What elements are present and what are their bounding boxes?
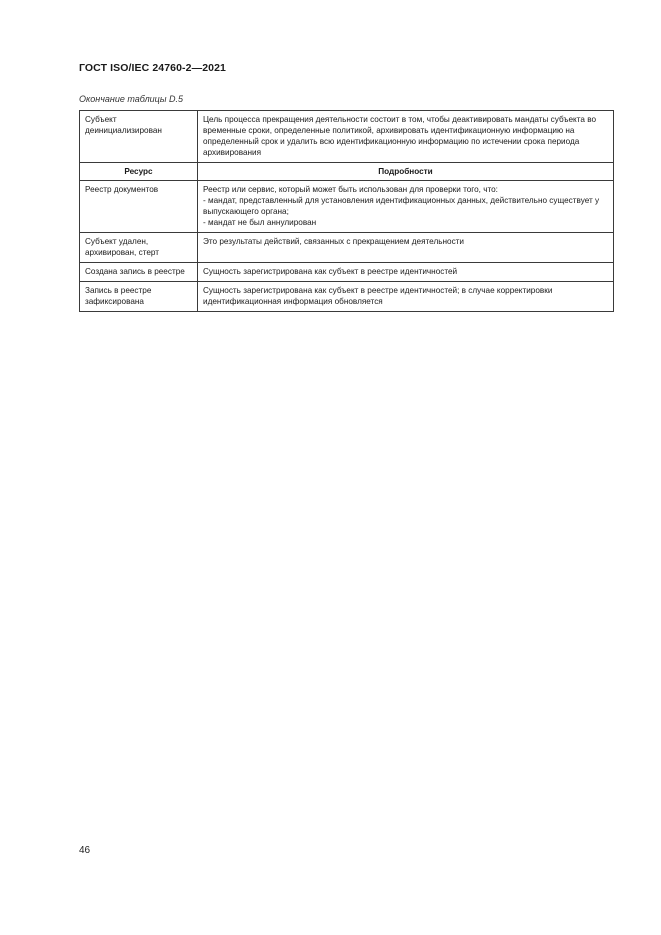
resource-cell: Реестр документов [80, 181, 198, 233]
table-row [80, 181, 614, 233]
resource-cell: Создана запись в реестре [80, 263, 198, 282]
table-row [80, 282, 614, 312]
details-cell [198, 181, 614, 233]
page-number: 46 [79, 845, 91, 856]
resource-cell: Запись в реестре зафиксирована [80, 282, 198, 312]
table-row [80, 263, 614, 282]
resource-cell: Субъект удален, архивирован, стерт [80, 233, 198, 263]
resource-table [79, 110, 614, 312]
details-intro: Реестр или сервис, который может быть использован для проверки того, что: [203, 185, 498, 194]
column-header-details: Подробности [198, 163, 614, 181]
table-header-row [80, 163, 614, 181]
table-caption: Окончание таблицы D.5 [79, 94, 183, 104]
details-bullet: - мандат, представленный для установления идентификационных данных, действительно существует у выпускающего органа; [203, 196, 600, 216]
details-bullet: - мандат не был аннулирован [203, 218, 317, 227]
details-cell: Сущность зарегистрирована как субъект в реестре идентичностей [198, 263, 614, 282]
column-header-resource: Ресурс [80, 163, 198, 181]
table-row [80, 233, 614, 263]
top-row-label: Субъект деинициализирован [80, 111, 198, 163]
top-row-text: Цель процесса прекращения деятельности состоит в том, чтобы деактивировать мандаты субъекта во временные сроки, определенные политикой, архивировать идентификационную информацию на определенный срок и удалить всю идентификационную информацию по истечении срока периода архивирования [198, 111, 614, 163]
document-header: ГОСТ ISO/IEC 24760-2—2021 [79, 62, 226, 74]
details-cell: Это результаты действий, связанных с прекращением деятельности [198, 233, 614, 263]
details-cell: Сущность зарегистрирована как субъект в реестре идентичностей; в случае корректировки идентификационная информация обновляется [198, 282, 614, 312]
table-row [80, 111, 614, 163]
